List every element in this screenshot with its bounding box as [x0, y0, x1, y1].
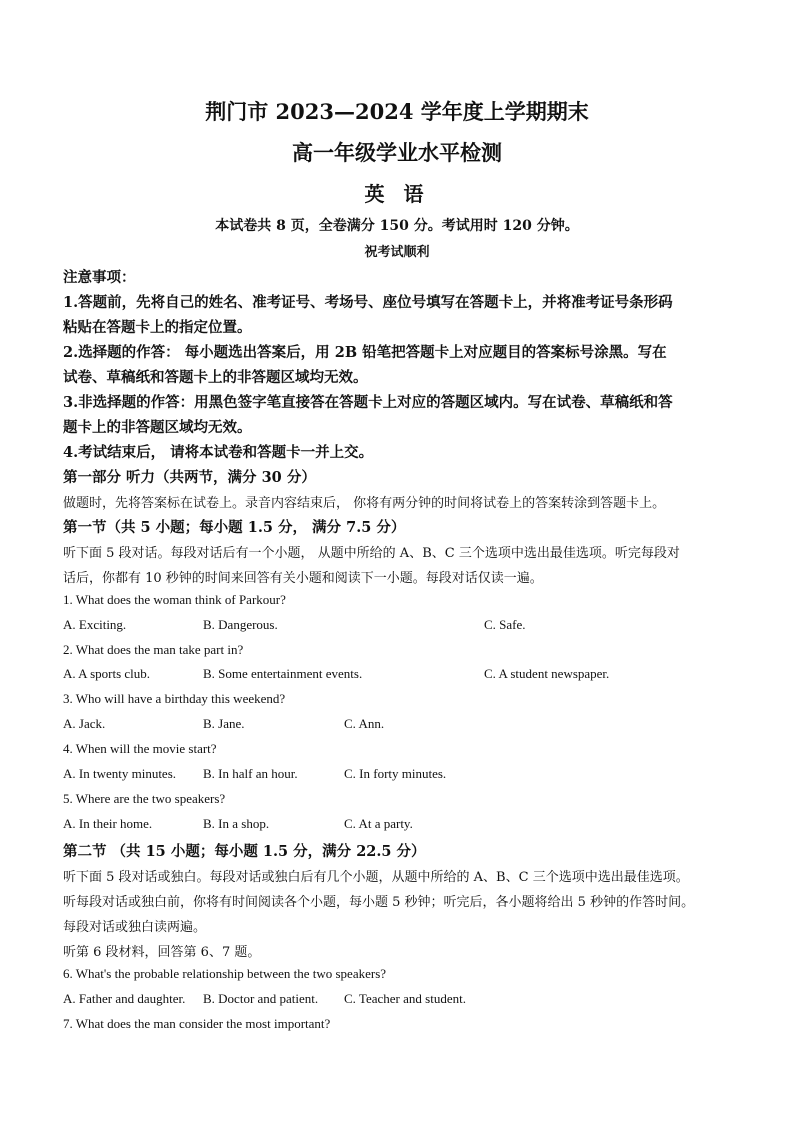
section2-heading: 第二节 （共 15 小题；每小题 1.5 分，满分 22.5 分）: [63, 843, 426, 860]
section1-heading: 第一节（共 5 小题；每小题 1.5 分， 满分 7.5 分）: [63, 519, 406, 536]
exam-wish: 祝考试顺利: [364, 245, 430, 260]
note-1-line-1: 1.答题前，先将自己的姓名、准考证号、考场号、座位号填写在答题卡上，并将准考证号条形码: [63, 294, 673, 311]
q3-option-b: B. Jane.: [203, 716, 245, 731]
exam-title: 荆门市 2023—2024 学年度上学期期末: [205, 99, 589, 124]
q6-option-b: B. Doctor and patient.: [203, 991, 319, 1006]
section2-intro-line-1: 听下面 5 段对话或独白。每段对话或独白后有几个小题，从题中所给的 A、B、C 三个选项中选出最佳选项。: [63, 870, 689, 885]
notes-heading: 注意事项：: [63, 269, 136, 286]
q2-option-c: C. A student newspaper.: [484, 666, 610, 681]
q1-option-c: C. Safe.: [484, 617, 526, 632]
material-label: 听第 6 段材料，回答第 6、7 题。: [63, 945, 261, 960]
section2-intro-line-3: 每段对话或独白读两遍。: [63, 920, 207, 935]
question-2: 2. What does the man take part in?: [63, 642, 244, 657]
q2-option-a: A. A sports club.: [63, 666, 151, 681]
part1-heading: 第一部分 听力（共两节，满分 30 分）: [63, 469, 316, 486]
note-4: 4.考试结束后， 请将本试卷和答题卡一并上交。: [63, 444, 374, 461]
question-5: 5. Where are the two speakers?: [63, 791, 226, 806]
q6-option-a: A. Father and daughter.: [63, 991, 186, 1006]
q4-option-b: B. In half an hour.: [203, 766, 298, 781]
q5-option-b: B. In a shop.: [203, 816, 270, 831]
q2-option-b: B. Some entertainment events.: [203, 666, 363, 681]
question-4: 4. When will the movie start?: [63, 741, 217, 756]
question-1: 1. What does the woman think of Parkour?: [63, 592, 286, 607]
q4-option-a: A. In twenty minutes.: [63, 766, 177, 781]
question-7: 7. What does the man consider the most important?: [63, 1016, 331, 1031]
section1-intro-line-1: 听下面 5 段对话。每段对话后有一个小题， 从题中所给的 A、B、C 三个选项中选出最佳选项。听完每段对: [63, 546, 680, 561]
note-1-line-2: 粘贴在答题卡上的指定位置。: [63, 319, 252, 336]
question-3: 3. Who will have a birthday this weekend?: [63, 691, 286, 706]
q4-option-c: C. In forty minutes.: [344, 766, 447, 781]
q6-option-c: C. Teacher and student.: [344, 991, 466, 1006]
section2-intro-line-2: 听每段对话或独白前，你将有时间阅读各个小题，每小题 5 秒钟；听完后，各小题将给出 5 秒钟的作答时间。: [63, 895, 695, 910]
note-3-line-1: 3.非选择题的作答：用黑色签字笔直接答在答题卡上对应的答题区域内。写在试卷、草稿纸和答: [63, 394, 673, 411]
exam-subtitle: 高一年级学业水平检测: [292, 140, 502, 165]
q5-option-c: C. At a party.: [344, 816, 413, 831]
question-6: 6. What's the probable relationship between the two speakers?: [63, 966, 387, 981]
subject-title: 英 语: [364, 182, 430, 206]
note-2-line-1: 2.选择题的作答： 每小题选出答案后，用 2B 铅笔把答题卡上对应题目的答案标号涂黑。写在: [63, 344, 667, 361]
exam-info: 本试卷共 8 页，全卷满分 150 分。考试用时 120 分钟。: [215, 218, 579, 234]
section1-intro-line-2: 话后，你都有 10 秒钟的时间来回答有关小题和阅读下一小题。每段对话仅读一遍。: [63, 571, 543, 586]
note-3-line-2: 题卡上的非答题区域均无效。: [63, 419, 252, 436]
q3-option-c: C. Ann.: [344, 716, 385, 731]
part1-intro: 做题时，先将答案标在试卷上。录音内容结束后， 你将有两分钟的时间将试卷上的答案转涂到答题卡上。: [63, 496, 666, 511]
q5-option-a: A. In their home.: [63, 816, 153, 831]
q3-option-a: A. Jack.: [63, 716, 106, 731]
q1-option-b: B. Dangerous.: [203, 617, 278, 632]
note-2-line-2: 试卷、草稿纸和答题卡上的非答题区域均无效。: [63, 369, 368, 386]
q1-option-a: A. Exciting.: [63, 617, 127, 632]
